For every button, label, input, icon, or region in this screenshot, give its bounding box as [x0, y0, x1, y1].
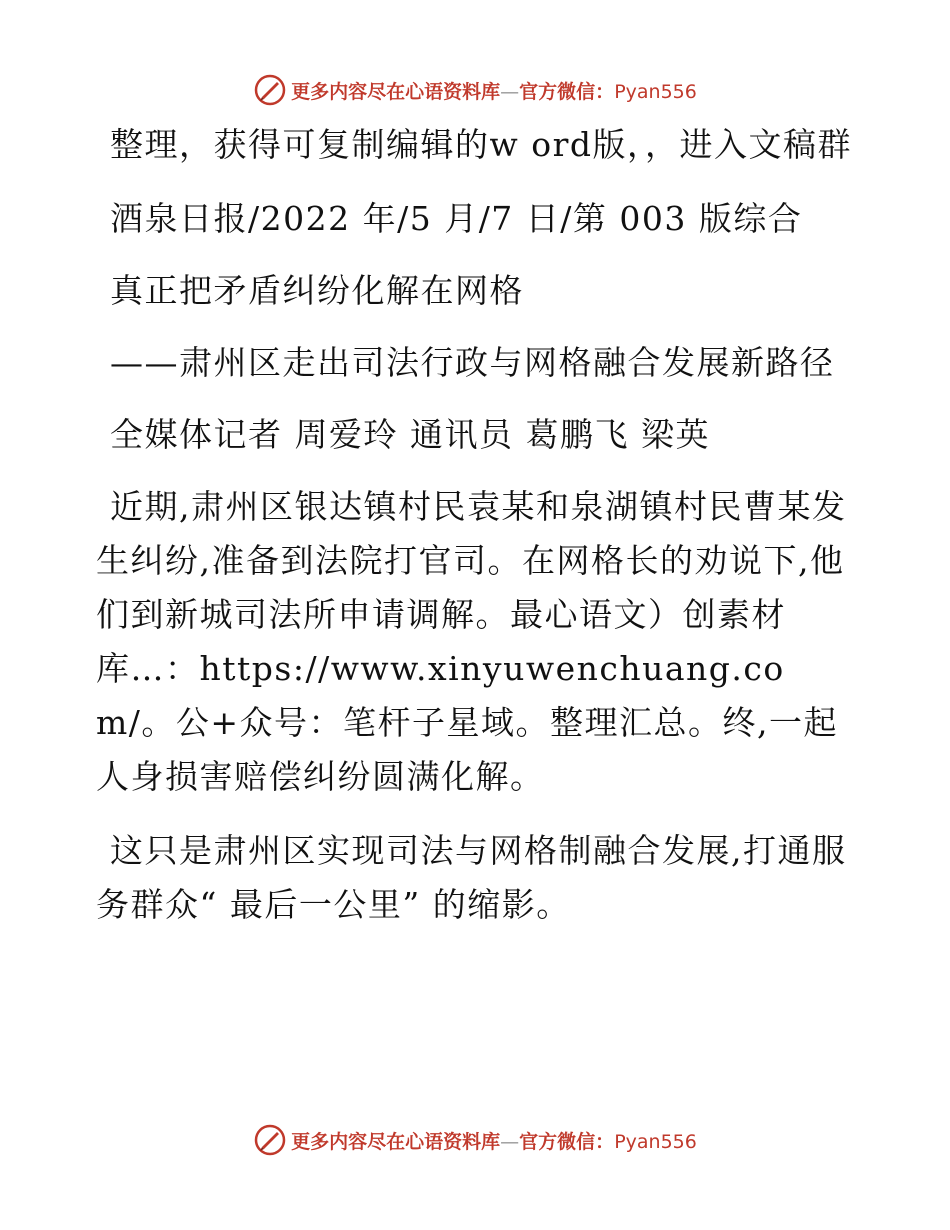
header-watermark [0, 68, 950, 112]
watermark-text [291, 1127, 697, 1154]
watermark-text [291, 77, 697, 104]
watermark-wechat-id: Pyan556 [614, 1130, 697, 1153]
article-byline: 全媒体记者 周爱玲 通讯员 葛鹏飞 梁英 [110, 415, 710, 454]
watermark-separator: — [500, 1130, 520, 1153]
quill-circle-icon [253, 73, 287, 107]
intro-text: 整理，获得可复制编辑的w ord版，，进入文稿群 [110, 125, 853, 164]
watermark-wechat-id: Pyan556 [614, 80, 697, 103]
article-paragraph-1: 近期,肃州区银达镇村民袁某和泉湖镇村民曹某发生纠纷,准备到法院打官司。在网格长的劝说下,他们到新城司法所申请调解。最心语文）创素材库…：https://www.xinyuwenchuang.com/。公+众号：笔杆子星域。整理汇总。终,一起人身损害赔偿纠纷圆满化解。 [96, 487, 847, 796]
footer-watermark [0, 1118, 950, 1162]
watermark-wechat-label: 官方微信： [519, 1130, 615, 1153]
document-body [96, 118, 856, 952]
source-line: 酒泉日报/2022 年/5 月/7 日/第 003 版综合 [110, 199, 803, 238]
watermark-site-text: 更多内容尽在心语资料库 [291, 80, 501, 103]
watermark-separator: — [500, 80, 520, 103]
watermark-wechat-label: 官方微信： [519, 80, 615, 103]
quill-circle-icon [253, 1123, 287, 1157]
watermark-site-text: 更多内容尽在心语资料库 [291, 1130, 501, 1153]
article-paragraph-2: 这只是肃州区实现司法与网格制融合发展,打通服务群众“ 最后一公里” 的缩影。 [96, 831, 847, 924]
article-subheadline: ——肃州区走出司法行政与网格融合发展新路径 [110, 343, 835, 382]
article-headline: 真正把矛盾纠纷化解在网格 [110, 271, 524, 310]
